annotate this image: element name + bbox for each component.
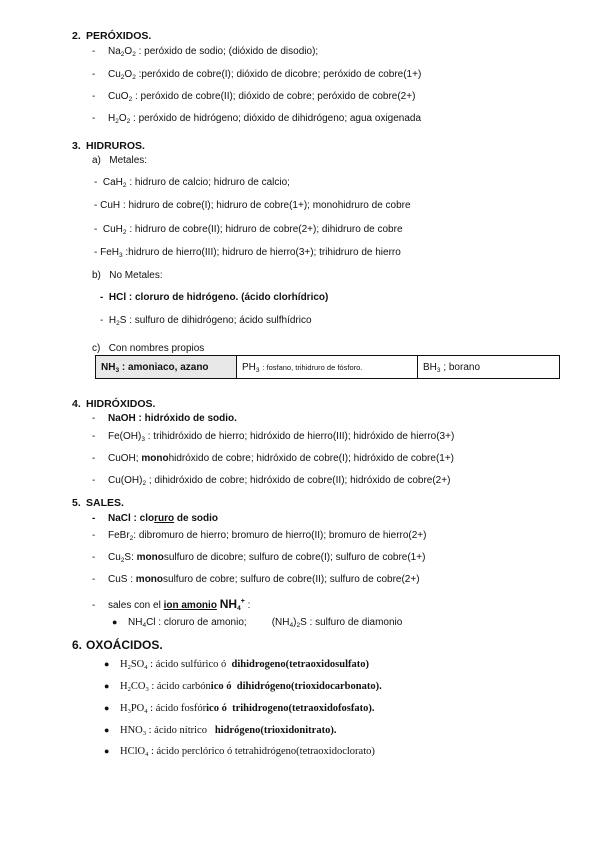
list-item: ● $NH_4Cl$ : cloruro de amonio; $(NH_4)_2S$ : sulfuro de diamonio <box>112 617 403 629</box>
list-item: ● HClO$_4$ : ácido perclórico ó tetrahidrógeno(tetraoxidoclorato) <box>104 746 375 758</box>
list-item: - CuH : hidruro de cobre(I); hidruro de cobre(1+); monohidruro de cobre <box>94 200 411 211</box>
list-item: - CuOH; monohidróxido de cobre; hidróxido de cobre(I); hidróxido de cobre(1+) <box>92 453 455 464</box>
list-item: - FeBr$_2$: dibromuro de hierro; bromuro de hierro(II); bromuro de hierro(2+) <box>92 530 427 542</box>
section-2-title: PERÓXIDOS. <box>86 30 152 42</box>
section-6-title: OXOÁCIDOS. <box>86 638 163 652</box>
list-item: ● $HNO_3$ : ácido nítrico hidrógeno(trioxidonitrato). <box>104 725 337 737</box>
section-4-title: HIDRÓXIDOS. <box>86 398 156 410</box>
list-item: - $H_2O_2$ : peróxido de hidrógeno; dióxido de dihidrógeno; agua oxigenada <box>92 113 422 125</box>
table-cell: $NH_3$ : amoniaco, azano <box>96 356 237 379</box>
section-5-title: SALES. <box>86 497 124 509</box>
list-item: - $H_2S$ : sulfuro de dihidrógeno; ácido sulfhídrico <box>100 315 312 327</box>
list-item: - FeH$_3$ :hidruro de hierro(III); hidruro de hierro(3+); trihidruro de hierro <box>94 247 401 259</box>
list-item: - CuO$_2$ : peróxido de cobre(II); dióxido de cobre; peróxido de cobre(2+) <box>92 91 416 103</box>
list-item: - $Fe(OH)_3$ : trihidróxido de hierro; hidróxido de hierro(III); hidróxido de hierro(3+) <box>92 431 455 443</box>
list-item: - CuH$_2$ : hidruro de cobre(II); hidruro de cobre(2+); dihidruro de cobre <box>94 224 403 236</box>
list-item: - $Cu(OH)_2$ ; dihidróxido de cobre; hidróxido de cobre(II); hidróxido de cobre(2+) <box>92 475 451 487</box>
list-item: - NaCl : cloruro de sodio <box>92 513 219 524</box>
subsection-label: a) Metales: <box>92 155 148 166</box>
subsection-label: b) No Metales: <box>92 270 163 281</box>
list-item: - HCl : cloruro de hidrógeno. (ácido clorhídrico) <box>100 292 329 303</box>
section-2-heading: 2. PERÓXIDOS. <box>72 30 152 42</box>
table-row <box>96 356 560 379</box>
list-item: - $Cu_2S$: monosulfuro de dicobre; sulfuro de cobre(I); sulfuro de cobre(1+) <box>92 552 426 564</box>
table-cell: $PH_3$ : fosfano, trihidruro de fósforo. <box>237 356 418 379</box>
list-item: - $Na_2O_2$ : peróxido de sodio; (dióxido de disodio); <box>92 46 319 58</box>
list-item: - CuS : monosulfuro de cobre; sulfuro de cobre(II); sulfuro de cobre(2+) <box>92 574 420 585</box>
section-6-heading: 6. OXOÁCIDOS. <box>72 638 163 652</box>
list-item: ● $H_2SO_4$ : ácido sulfúrico ó dihidrogeno(tetraoxidosulfato) <box>104 659 369 671</box>
list-item: - $Cu_2O_2$ :peróxido de cobre(I); dióxido de dicobre; peróxido de cobre(1+) <box>92 69 422 81</box>
list-item: ● $H_3PO_4$ : ácido fosfórico ó trihidrogeno(tetraoxidofosfato). <box>104 703 375 715</box>
list-item: ● $H_2CO_3$ : ácido carbónico ó dihidrógeno(trioxidocarbonato). <box>104 681 382 693</box>
list-item: - NaOH : hidróxido de sodio. <box>92 413 237 424</box>
section-5-heading: 5. SALES. <box>72 497 124 509</box>
table-cell: $BH_3$ ; borano <box>418 356 560 379</box>
list-item: - sales con el ion amonio $NH_4^+$ : <box>92 597 251 612</box>
section-3-heading: 3. HIDRUROS. <box>72 140 145 152</box>
section-4-heading: 4. HIDRÓXIDOS. <box>72 398 156 410</box>
proper-names-table <box>95 355 560 379</box>
section-3-title: HIDRUROS. <box>86 140 145 152</box>
list-item: - CaH$_2$ : hidruro de calcio; hidruro de calcio; <box>94 177 290 189</box>
subsection-label: c) Con nombres propios <box>92 343 205 354</box>
